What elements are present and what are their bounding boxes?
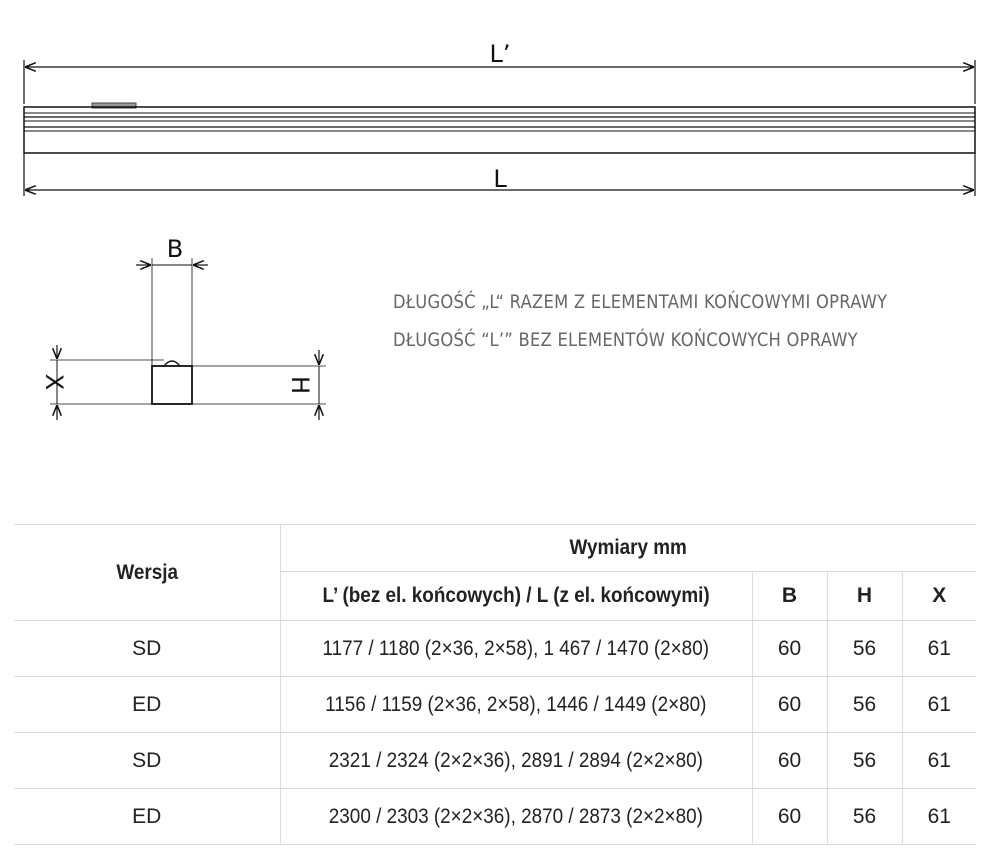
header-length: L’ (bez el. końcowych) / L (z el. końcowymi) xyxy=(280,572,752,621)
cell-h: 56 xyxy=(827,677,902,733)
label-l: L xyxy=(493,165,507,193)
header-dimensions: Wymiary mm xyxy=(280,525,976,572)
luminaire-side-view xyxy=(24,103,975,153)
header-version: Wersja xyxy=(14,525,280,621)
cell-length: 1177 / 1180 (2×36, 2×58), 1 467 / 1470 (2×80) xyxy=(280,621,752,677)
cell-x: 61 xyxy=(902,677,976,733)
header-b: B xyxy=(752,572,827,621)
cell-b: 60 xyxy=(752,789,827,845)
cell-x: 61 xyxy=(902,789,976,845)
luminaire-cross-section xyxy=(50,258,326,420)
cell-version: SD xyxy=(14,733,280,789)
table-row xyxy=(14,733,976,789)
table-row xyxy=(14,789,976,845)
header-x: X xyxy=(902,572,976,621)
label-l-prime: L’ xyxy=(489,40,511,68)
cell-x: 61 xyxy=(902,621,976,677)
cell-h: 56 xyxy=(827,789,902,845)
cell-length: 2300 / 2303 (2×2×36), 2870 / 2873 (2×2×80) xyxy=(280,789,752,845)
cell-length: 2321 / 2324 (2×2×36), 2891 / 2894 (2×2×80) xyxy=(280,733,752,789)
cell-length: 1156 / 1159 (2×36, 2×58), 1446 / 1449 (2×80) xyxy=(280,677,752,733)
cell-h: 56 xyxy=(827,733,902,789)
label-x: X xyxy=(40,373,68,391)
cell-b: 60 xyxy=(752,621,827,677)
cell-h: 56 xyxy=(827,621,902,677)
cell-version: SD xyxy=(14,621,280,677)
dimensions-table xyxy=(14,524,976,845)
cell-b: 60 xyxy=(752,677,827,733)
table-row xyxy=(14,621,976,677)
header-h: H xyxy=(827,572,902,621)
legend-line-l-prime: DŁUGOŚĆ “L’” BEZ ELEMENTÓW KOŃCOWYCH OPRAWY xyxy=(393,329,858,351)
cell-b: 60 xyxy=(752,733,827,789)
label-b: B xyxy=(166,235,184,263)
label-h: H xyxy=(286,375,314,395)
legend-line-l: DŁUGOŚĆ „L“ RAZEM Z ELEMENTAMI KOŃCOWYMI OPRAWY xyxy=(393,291,888,313)
cell-version: ED xyxy=(14,677,280,733)
cell-x: 61 xyxy=(902,733,976,789)
table-row xyxy=(14,677,976,733)
length-legend xyxy=(393,283,887,359)
cell-version: ED xyxy=(14,789,280,845)
